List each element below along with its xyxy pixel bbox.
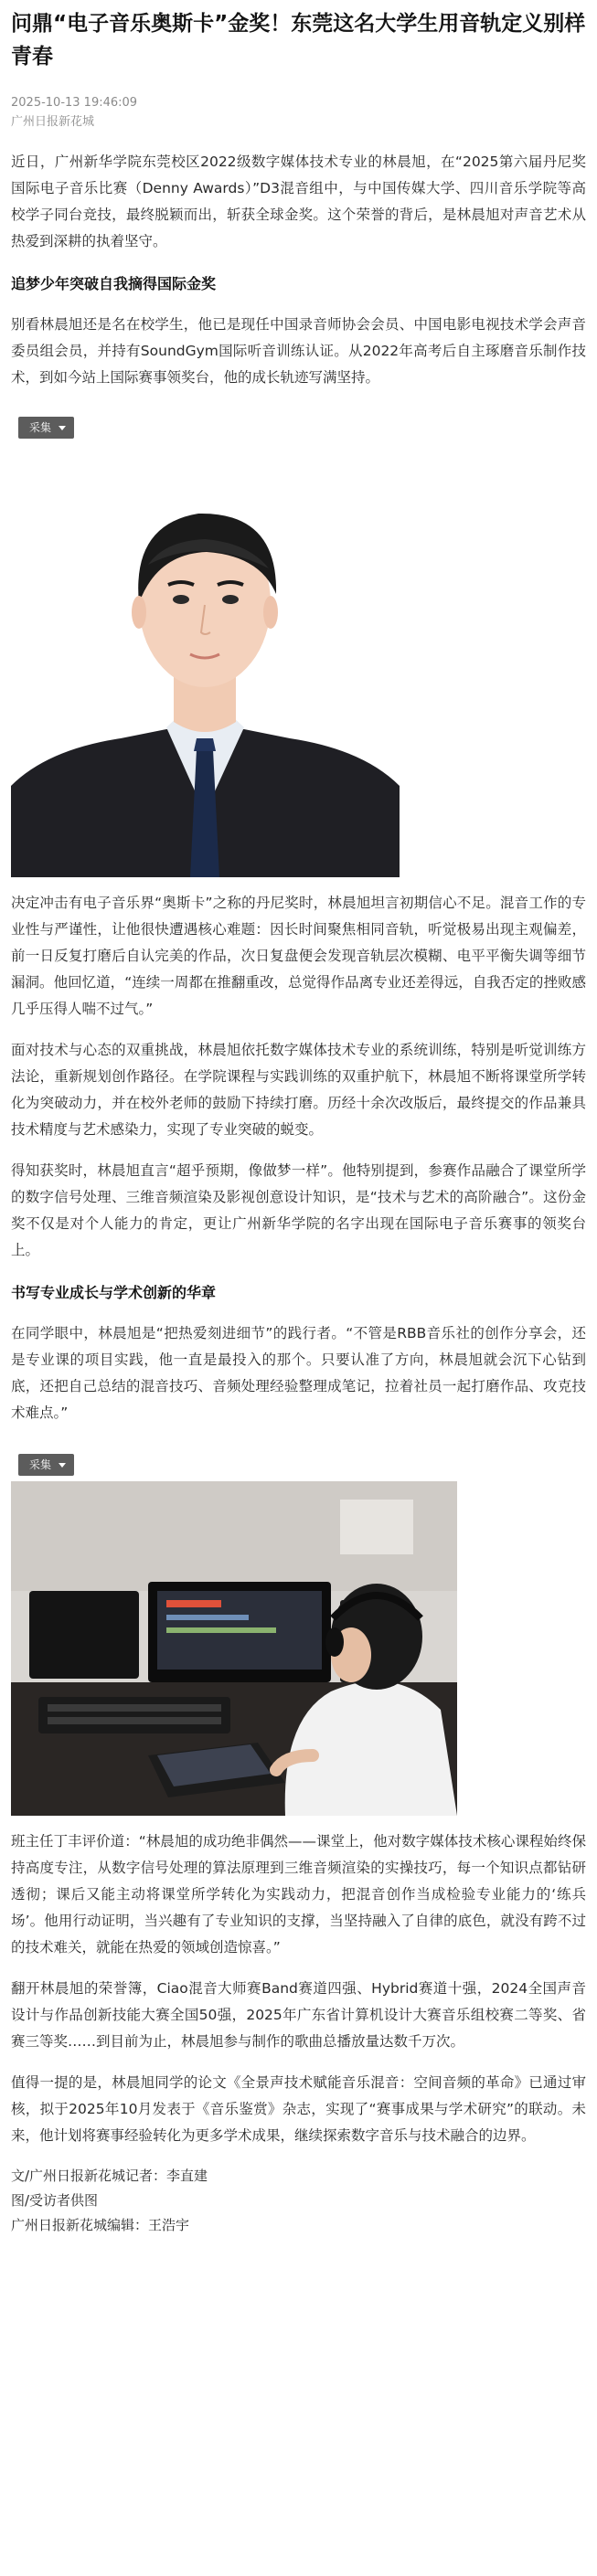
collect-button[interactable] <box>18 417 74 439</box>
studio-figure <box>11 1447 586 1816</box>
chevron-down-icon <box>59 426 66 430</box>
article-credits <box>11 2164 586 2238</box>
article-source: 广州日报新花城 <box>11 115 95 129</box>
collect-button[interactable] <box>18 1454 74 1476</box>
collect-button-label: 采集 <box>29 421 52 434</box>
paragraph-honors: 翻开林晨旭的荣誉簿，Ciao混音大师赛Band赛道四强、Hybrid赛道十强，2024全国声音设计与作品创新技能大赛全国50强，2025年广东省计算机设计大赛音乐组校赛二等奖、省赛三等奖……到目前为止，林晨旭参与制作的歌曲总播放量达数千万次。 <box>11 1980 586 2050</box>
portrait-photo <box>11 448 400 877</box>
paragraph-training: 面对技术与心态的双重挑战，林晨旭依托数字媒体技术专业的系统训练，特别是听觉训练方法论，重新规划创作路径。在学院课程与实践训练的双重护航下，林晨旭不断将课堂所学转化为突破动力，并在校外老师的鼓励下持续打磨。历经十余次改版后，最终提交的作品兼具技术精度与艺术感染力，实现了专业突破的蜕变。 <box>11 1042 586 1138</box>
credit-editor: 广州日报新花城编辑：王浩宇 <box>11 2217 190 2233</box>
paragraph-classmates: 在同学眼中，林晨旭是“把热爱刻进细节”的践行者。“不管是RBB音乐社的创作分享会，还是专业课的项目实践，他一直是最投入的那个。只要认准了方向，林晨旭就会沉下心钻到底，还把自己总结的混音技巧、音频处理经验整理成笔记，拉着社员一起打磨作品、攻克技术难点。” <box>11 1325 586 1421</box>
portrait-figure <box>11 409 586 877</box>
section-heading-growth: 书写专业成长与学术创新的华章 <box>11 1284 217 1301</box>
paragraph-intro: 近日，广州新华学院东莞校区2022级数字媒体技术专业的林晨旭，在“2025第六届丹尼奖国际电子音乐比赛（Denny Awards）”D3混音组中，与中国传媒大学、四川音乐学院等高校学子同台竞技，最终脱颖而出，斩获全球金奖。这个荣誉的背后，是林晨旭对声音艺术从热爱到深耕的执着坚守。 <box>11 154 586 249</box>
paragraph-thesis: 值得一提的是，林晨旭同学的论文《全景声技术赋能音乐混音：空间音频的革命》已通过审核，拟于2025年10月发表于《音乐鉴赏》杂志，实现了“赛事成果与学术研究”的联动。未来，他计划将赛事经验转化为更多学术成果，继续探索数字音乐与技术融合的边界。 <box>11 2074 586 2144</box>
credit-photo: 图/受访者供图 <box>11 2192 99 2209</box>
publish-timestamp: 2025-10-13 19:46:09 <box>11 96 138 110</box>
credit-reporter: 文/广州日报新花城记者：李直建 <box>11 2168 208 2184</box>
article-title: 问鼎“电子音乐奥斯卡”金奖！东莞这名大学生用音轨定义别样青春 <box>11 12 586 69</box>
paragraph-background: 别看林晨旭还是名在校学生，他已是现任中国录音师协会会员、中国电影电视技术学会声音委员组会员，并持有SoundGym国际听音训练认证。从2022年高考后自主琢磨音乐制作技术，到如今站上国际赛事领奖台，他的成长轨迹写满坚持。 <box>11 316 586 386</box>
collect-button-label: 采集 <box>29 1458 52 1471</box>
chevron-down-icon <box>59 1463 66 1468</box>
paragraph-challenge: 决定冲击有电子音乐界“奥斯卡”之称的丹尼奖时，林晨旭坦言初期信心不足。混音工作的专业性与严谨性，让他很快遭遇核心难题：因长时间聚焦相同音轨，听觉极易出现主观偏差，前一日反复打磨后自认完美的作品，次日复盘便会发现音轨层次模糊、电平平衡失调等细节漏洞。他回忆道，“连续一周都在推翻重改，总觉得作品离专业还差得远，自我否定的挫败感几乎压得人喘不过气。” <box>11 895 586 1017</box>
studio-photo-illustration <box>11 1481 457 1816</box>
portrait-photo-illustration <box>11 448 400 877</box>
paragraph-reaction: 得知获奖时，林晨旭直言“超乎预期，像做梦一样”。他特别提到，参赛作品融合了课堂所学的数字信号处理、三维音频渲染及影视创意设计知识，是“技术与艺术的高阶融合”。这份金奖不仅是对个人能力的肯定，更让广州新华学院的名字出现在国际电子音乐赛事的领奖台上。 <box>11 1162 586 1258</box>
paragraph-teacher: 班主任丁丰评价道：“林晨旭的成功绝非偶然——课堂上，他对数字媒体技术核心课程始终保持高度专注，从数字信号处理的算法原理到三维音频渲染的实操技巧，每一个知识点都钻研透彻；课后又能主动将课堂所学转化为实践动力，把混音创作当成检验专业能力的‘练兵场’。他用行动证明，当兴趣有了专业知识的支撑，当坚持融入了自律的底色，就没有跨不过的技术难关，就能在热爱的领域创造惊喜。” <box>11 1833 586 1956</box>
article-meta <box>11 93 586 132</box>
studio-photo <box>11 1481 457 1816</box>
section-heading-award: 追梦少年突破自我摘得国际金奖 <box>11 275 217 292</box>
